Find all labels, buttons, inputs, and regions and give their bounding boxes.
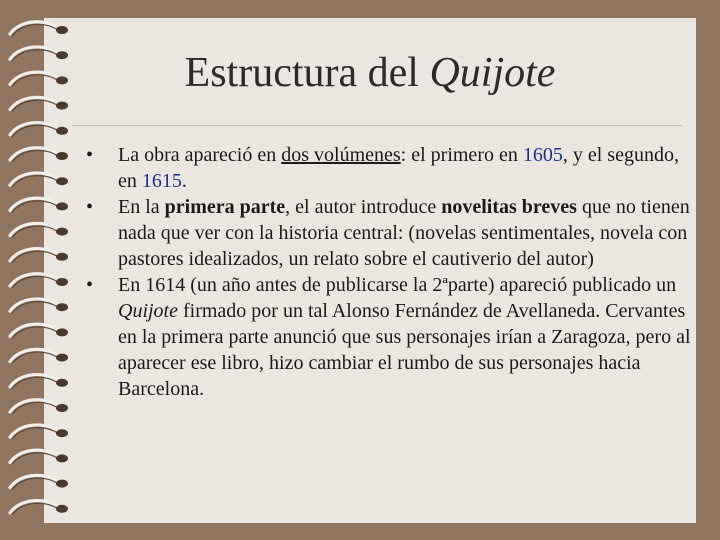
binding-ring (10, 148, 58, 160)
bullet-text: . (181, 170, 187, 192)
binding-ring (10, 274, 58, 286)
binding-hole (56, 454, 68, 462)
binding-ring (10, 375, 58, 387)
bullet-text: firmado por un tal Alonso Fernández de Avellaneda. Cervantes en la primera parte anunció que sus personajes irían a Zaragoza, pero al aparecer ese libro, hizo cambiar el rumbo de sus personajes hacia Barcelona. (118, 300, 691, 400)
bullet-list (84, 142, 694, 402)
binding-hole (56, 303, 68, 311)
bold-text: novelitas breves (441, 196, 577, 218)
bullet-icon: • (86, 196, 94, 218)
binding-hole (56, 354, 68, 362)
year-text: 1605 (522, 144, 563, 166)
binding-ring (10, 173, 58, 185)
binding-hole (56, 127, 68, 135)
slide-title (44, 50, 696, 96)
binding-ring (10, 400, 58, 412)
binding-ring (10, 299, 58, 311)
bold-text: primera parte (164, 196, 286, 218)
binding-hole (56, 228, 68, 236)
binding-ring (10, 249, 58, 261)
year-text: 1615 (141, 170, 182, 192)
binding-hole (56, 26, 68, 34)
binding-ring (10, 223, 58, 235)
title-main: Estructura del (184, 50, 430, 96)
bullet-text: , el autor introduce (285, 196, 442, 218)
binding-ring (10, 475, 58, 487)
bullet-item-1 (84, 142, 694, 194)
italic-text: Quijote (118, 300, 178, 322)
binding-hole (56, 177, 68, 185)
binding-hole (56, 379, 68, 387)
binding-ring (10, 501, 58, 513)
bullet-text: , y el segundo, en (118, 144, 679, 192)
binding-hole (56, 480, 68, 488)
binding-hole (56, 328, 68, 336)
binding-hole (56, 404, 68, 412)
binding-hole (56, 253, 68, 261)
bullet-text: que no tienen nada que ver con la historia central: (novelas sentimentales, novela con pastores idealizados, un relato sobre el cautiverio del autor) (118, 196, 690, 270)
title-divider (72, 125, 682, 126)
binding-hole (56, 152, 68, 160)
bullet-item-2 (84, 194, 694, 272)
binding-hole (56, 202, 68, 210)
binding-ring (10, 198, 58, 210)
binding-hole (56, 429, 68, 437)
bullet-item-3 (84, 272, 694, 402)
bullet-text: La obra apareció en (118, 144, 282, 166)
bullet-text: En 1614 (un año antes de publicarse la 2ªparte) apareció publicado un (118, 274, 677, 296)
binding-hole (56, 505, 68, 513)
bullet-icon: • (86, 144, 94, 166)
bullet-text: : el primero en (400, 144, 523, 166)
binding-ring (10, 123, 58, 135)
binding-hole (56, 102, 68, 110)
binding-ring (10, 349, 58, 361)
binding-ring (10, 425, 58, 437)
binding-hole (56, 278, 68, 286)
binding-ring (10, 97, 58, 109)
binding-ring (10, 450, 58, 462)
underlined-text: dos volúmenes (281, 144, 401, 166)
binding-ring (10, 22, 58, 34)
bullet-icon: • (86, 274, 94, 296)
bullet-text: En la (118, 196, 165, 218)
title-italic: Quijote (429, 50, 556, 96)
binding-ring (10, 324, 58, 336)
